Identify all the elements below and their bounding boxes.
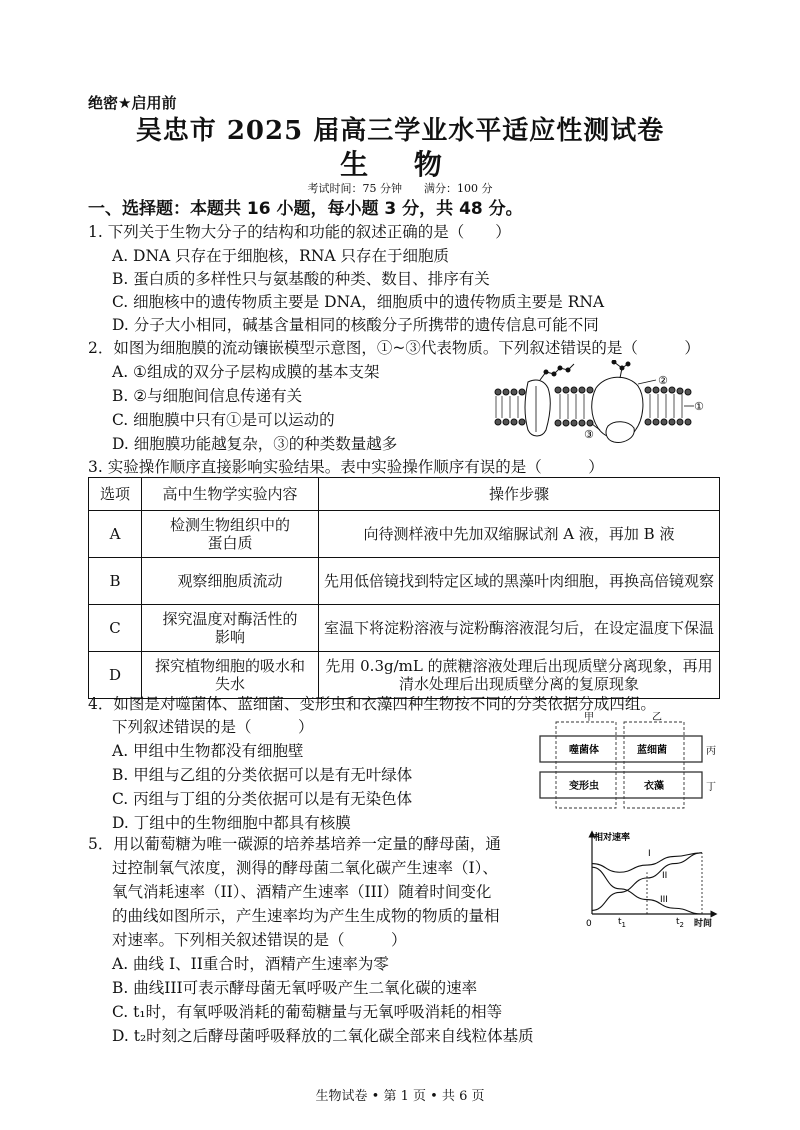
label-1: ①	[694, 400, 704, 413]
page-footer: 生物试卷 • 第 1 页 • 共 6 页	[315, 1089, 485, 1104]
group-jia-label: 甲	[584, 712, 594, 723]
organism-amoeba: 变形虫	[569, 781, 599, 792]
q5-option-a: A. 曲线 I、II重合时，酒精产生速率为零	[112, 955, 389, 973]
curve-i-line	[592, 853, 702, 872]
classification-figure	[532, 712, 722, 810]
phospholipid-top-row	[495, 387, 691, 395]
q4-option-a: A. 甲组中生物都没有细胞壁	[112, 742, 304, 760]
q4-stem-line1: 4．如图是对噬菌体、蓝细菌、变形虫和衣藻四种生物按不同的分类依据分成四组。	[88, 695, 656, 713]
q5-stem-line3: 氧气消耗速率（II）、酒精产生速率（III）随着时间变化	[112, 883, 492, 901]
row-steps: 向待测样液中先加双缩脲试剂 A 液，再加 B 液	[319, 511, 720, 558]
group-bing-box	[540, 736, 702, 762]
row-steps: 先用低倍镜找到特定区域的黑藻叶肉细胞，再换高倍镜观察	[319, 558, 720, 605]
exam-info: 考试时间：75 分钟 满分：100 分	[307, 182, 493, 195]
row-option: D	[89, 652, 142, 699]
label-2: ②	[658, 374, 668, 387]
header-option: 选项	[89, 478, 142, 511]
table-row	[89, 558, 720, 605]
q1-option-b: B. 蛋白质的多样性只与氨基酸的种类、数目、排序有关	[112, 270, 490, 288]
table-header-row	[89, 478, 720, 511]
row-content: 探究植物细胞的吸水和失水	[142, 652, 319, 699]
organism-cyanobacteria: 蓝细菌	[637, 745, 667, 756]
q5-stem-line2: 过控制氧气浓度，测得的酵母菌二氧化碳产生速率（I）、	[112, 859, 498, 877]
q5-option-d: D. t₂时刻之后酵母菌呼吸释放的二氧化碳全部来自线粒体基质	[112, 1027, 534, 1045]
organism-chlamydomonas: 衣藻	[644, 781, 664, 792]
table-row	[89, 605, 720, 652]
channel-protein	[525, 380, 550, 436]
organism-phage: 噬菌体	[569, 745, 599, 756]
experiment-table	[88, 477, 720, 699]
q2-stem: 2．如图为细胞膜的流动镶嵌模型示意图，①~③代表物质。下列叙述错误的是（ ）	[88, 339, 700, 357]
q4-option-b: B. 甲组与乙组的分类依据可以是有无叶绿体	[112, 766, 413, 784]
q5-stem-line5: 对速率。下列相关叙述错误的是（ ）	[112, 931, 407, 949]
t2-label: $t_2$	[676, 917, 684, 929]
q4-stem-line2: 下列叙述错误的是（ ）	[112, 718, 314, 736]
y-axis-label: 相对速率	[594, 833, 631, 843]
group-yi-label: 乙	[652, 712, 662, 723]
row-option: C	[89, 605, 142, 652]
q1-option-d: D. 分子大小相同，碱基含量相同的核酸分子所携带的遗传信息可能不同	[112, 316, 599, 334]
curve-ii-label: II	[662, 871, 668, 881]
q4-option-c: C. 丙组与丁组的分类依据可以是有无染色体	[112, 790, 413, 808]
peripheral-protein	[606, 422, 634, 443]
curve-iii-label: III	[660, 895, 668, 905]
q5-option-c: C. t₁时，有氧呼吸消耗的葡萄糖量与无氧呼吸消耗的相等	[112, 1003, 503, 1021]
q2-option-a: A. ①组成的双分子层构成膜的基本支架	[112, 363, 380, 381]
q2-option-c: C. 细胞膜中只有①是可以运动的	[112, 411, 335, 429]
respiration-rate-chart	[584, 828, 720, 932]
origin-label: 0	[586, 919, 592, 929]
group-yi-box	[624, 722, 684, 808]
group-bing-label: 丙	[706, 746, 716, 757]
q3-stem: 3. 实验操作顺序直接影响实验结果。表中实验操作顺序有误的是（ ）	[88, 458, 604, 476]
group-ding-box	[540, 772, 702, 798]
t1-label: $t_1$	[618, 917, 626, 929]
curve-iii-line	[592, 867, 702, 914]
q2-option-d: D. 细胞膜功能越复杂，③的种类数量越多	[112, 435, 398, 453]
confidential-label: 绝密★启用前	[88, 94, 177, 112]
table-row	[89, 511, 720, 558]
exam-title: 吴忠市 2025 届高三学业水平适应性测试卷	[135, 116, 665, 146]
header-content: 高中生物学实验内容	[142, 478, 319, 511]
group-ding-label: 丁	[706, 782, 716, 793]
q1-option-c: C. 细胞核中的遗传物质主要是 DNA，细胞质中的遗传物质主要是 RNA	[112, 293, 605, 311]
row-option: A	[89, 511, 142, 558]
q5-stem-line1: 5．用以葡萄糖为唯一碳源的培养基培养一定量的酵母菌，通	[88, 835, 501, 853]
row-content: 探究温度对酶活性的影响	[142, 605, 319, 652]
q5-option-b: B. 曲线III可表示酵母菌无氧呼吸产生二氧化碳的速率	[112, 979, 478, 997]
header-steps: 操作步骤	[319, 478, 720, 511]
x-axis-label: 时间	[694, 919, 713, 929]
q5-stem-line4: 的曲线如图所示，产生速率均为产生生成物的物质的量相	[112, 907, 500, 925]
curve-i-label: I	[648, 849, 651, 859]
row-option: B	[89, 558, 142, 605]
row-content: 检测生物组织中的蛋白质	[142, 511, 319, 558]
label-3: ③	[584, 428, 594, 441]
section-title: 一、选择题：本题共 16 小题，每小题 3 分，共 48 分。	[88, 199, 523, 219]
q1-option-a: A. DNA 只存在于细胞核，RNA 只存在于细胞质	[112, 247, 450, 265]
row-steps: 室温下将淀粉溶液与淀粉酶溶液混匀后，在设定温度下保温	[319, 605, 720, 652]
group-jia-box	[556, 722, 616, 808]
row-steps: 先用 0.3g/mL 的蔗糖溶液处理后出现质壁分离现象，再用清水处理后出现质壁分离的复原现象	[319, 652, 720, 699]
q1-stem: 1. 下列关于生物大分子的结构和功能的叙述正确的是（ ）	[88, 223, 511, 241]
q4-option-d: D. 丁组中的生物细胞中都具有核膜	[112, 814, 351, 832]
q2-option-b: B. ②与细胞间信息传递有关	[112, 387, 303, 405]
subject-title: 生 物	[340, 148, 460, 181]
row-content: 观察细胞质流动	[142, 558, 319, 605]
membrane-model-figure	[488, 360, 716, 450]
